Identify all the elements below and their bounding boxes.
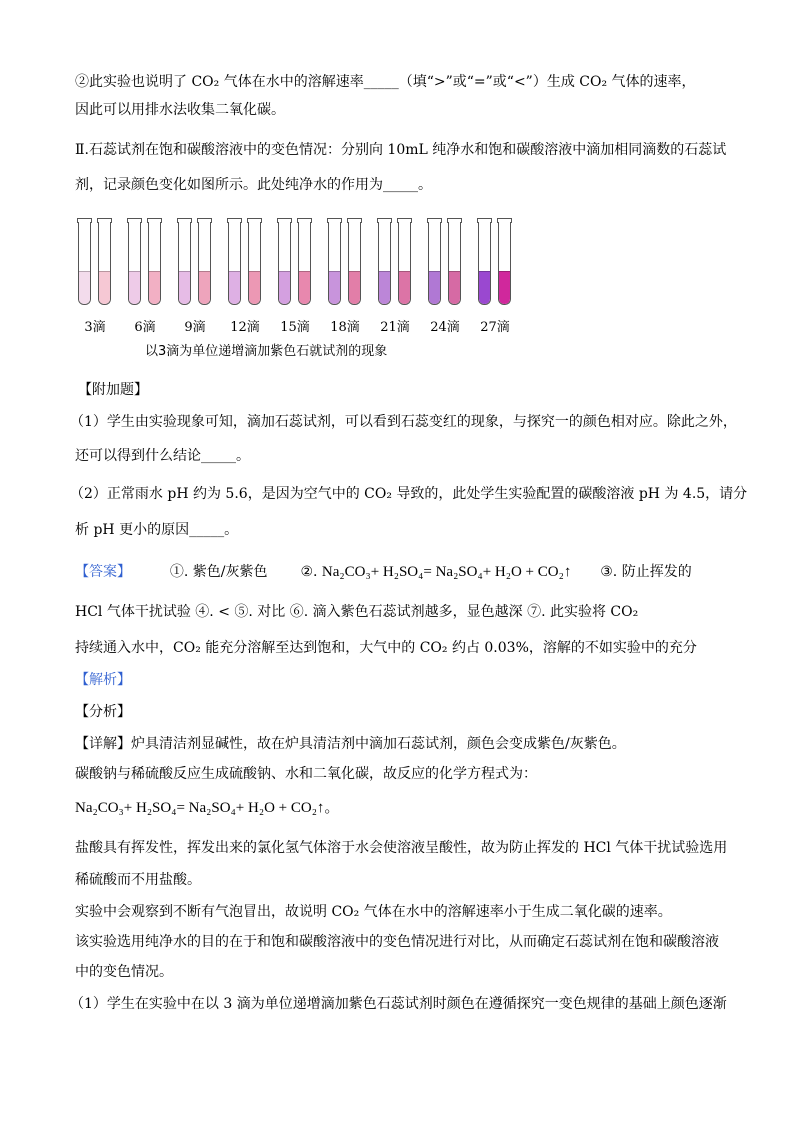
drop-label-3: 9滴 xyxy=(184,320,206,335)
drop-label-4: 12滴 xyxy=(230,320,260,335)
tube-liquid-acid xyxy=(349,271,360,304)
detail-text1: 炉具清洁剂显碱性，故在炉具清洁剂中滴加石蕊试剂，颜色会变成紫色/灰紫色。 xyxy=(131,736,626,752)
paragraph-litmus-line1: Ⅱ.石蕊试剂在饱和碳酸溶液中的变色情况：分别向 10mL 纯净水和饱和碳酸溶液中滴加相同滴数的石蕊试 xyxy=(75,142,727,158)
tube-liquid-acid xyxy=(299,271,310,304)
test-tube-water-4 xyxy=(228,222,241,305)
answer-3: ③. 防止挥发的 xyxy=(600,564,692,580)
tube-liquid-acid xyxy=(449,271,460,304)
tube-liquid-water xyxy=(429,271,440,304)
tube-liquid-water xyxy=(129,271,140,304)
test-tube-acid-6 xyxy=(348,222,361,305)
answer-tag: 【答案】 xyxy=(75,564,131,580)
tube-liquid-water xyxy=(479,271,490,304)
paragraph-co2-rate-line2: 因此可以用排水法收集二氧化碳。 xyxy=(75,102,285,118)
test-tube-acid-7 xyxy=(398,222,411,305)
tube-liquid-acid xyxy=(399,271,410,304)
detail-line6a: 该实验选用纯净水的目的在于和饱和碳酸溶液中的变色情况进行对比，从而确定石蕊试剂在饱和碳酸溶液 xyxy=(75,934,719,950)
figure-caption: 以3滴为单位递增滴加紫色石就试剂的现象 xyxy=(145,344,388,359)
detail-line5: 实验中会观察到不断有气泡冒出，故说明 CO₂ 气体在水中的溶解速率小于生成二氧化碳的速率。 xyxy=(75,904,672,920)
test-tube-water-8 xyxy=(428,222,441,305)
tube-liquid-acid xyxy=(199,271,210,304)
drop-label-1: 3滴 xyxy=(84,320,106,335)
detail-line6b: 中的变色情况。 xyxy=(75,964,173,980)
answer-2-equation: Na₂CO₃+ H₂SO₄= Na₂SO₄+ H₂O + CO₂↑ xyxy=(321,564,572,580)
answer-2-number: ②. xyxy=(300,564,318,580)
test-tube-acid-5 xyxy=(298,222,311,305)
drop-label-7: 21滴 xyxy=(380,320,410,335)
detail-line7: （1）学生在实验中在以 3 滴为单位递增滴加紫色石蕊试剂时颜色在遵循探究一变色规律的基础上颜色逐渐 xyxy=(70,996,727,1012)
test-tube-acid-1 xyxy=(98,222,111,305)
paragraph-litmus-line2: 剂，记录颜色变化如图所示。此处纯净水的作用为_____。 xyxy=(75,177,432,193)
test-tube-water-5 xyxy=(278,222,291,305)
detail-line1 xyxy=(75,734,725,754)
tube-liquid-water xyxy=(279,271,290,304)
tube-liquid-water xyxy=(79,271,90,304)
test-tube-acid-4 xyxy=(248,222,261,305)
detail-line4a: 盐酸具有挥发性，挥发出来的氯化氢气体溶于水会使溶液呈酸性，故为防止挥发的 HCl 气体干扰试验选用 xyxy=(75,840,728,856)
test-tube-acid-3 xyxy=(198,222,211,305)
paragraph-co2-rate-line1: ②此实验也说明了 CO₂ 气体在水中的溶解速率_____（填“>”或“=”或“<”）生成 CO₂ 气体的速率， xyxy=(75,74,696,90)
extra-q1-line2: 还可以得到什么结论_____。 xyxy=(75,448,250,464)
drop-label-5: 15滴 xyxy=(280,320,310,335)
tube-liquid-acid xyxy=(99,271,110,304)
tube-liquid-acid xyxy=(499,271,510,304)
test-tube-acid-9 xyxy=(498,222,511,305)
answer-line1 xyxy=(75,562,725,582)
test-tube-water-7 xyxy=(378,222,391,305)
tube-liquid-water xyxy=(329,271,340,304)
test-tube-water-3 xyxy=(178,222,191,305)
test-tube-water-6 xyxy=(328,222,341,305)
detail-equation: Na₂CO₃+ H₂SO₄= Na₂SO₄+ H₂O + CO₂↑。 xyxy=(75,800,340,816)
extra-question-title: 【附加题】 xyxy=(78,382,148,398)
test-tube-water-2 xyxy=(128,222,141,305)
test-tube-acid-8 xyxy=(448,222,461,305)
extra-q2-line1: （2）正常雨水 pH 约为 5.6，是因为空气中的 CO₂ 导致的，此处学生实验配置的碳酸溶液 pH 为 4.5，请分 xyxy=(70,486,748,502)
tube-liquid-acid xyxy=(249,271,260,304)
answer-1: ①. 紫色/灰紫色 xyxy=(169,564,268,580)
test-tube-water-1 xyxy=(78,222,91,305)
test-tube-acid-2 xyxy=(148,222,161,305)
extra-q1-line1: （1）学生由实验现象可知，滴加石蕊试剂，可以看到石蕊变红的现象，与探究一的颜色相对应。除此之外， xyxy=(70,414,737,430)
extra-q2-line2: 析 pH 更小的原因_____。 xyxy=(75,522,239,538)
tube-liquid-water xyxy=(179,271,190,304)
detail-line4b: 稀硫酸而不用盐酸。 xyxy=(75,872,201,888)
analysis-tag: 【解析】 xyxy=(75,672,131,688)
test-tube-figure xyxy=(78,218,538,318)
detail-line2: 碳酸钠与稀硫酸反应生成硫酸钠、水和二氧化碳，故反应的化学方程式为： xyxy=(75,766,537,782)
answer-line3: 持续通入水中，CO₂ 能充分溶解至达到饱和，大气中的 CO₂ 约占 0.03%，溶解的不如实验中的充分 xyxy=(75,640,697,656)
tube-liquid-water xyxy=(379,271,390,304)
detail-tag: 【详解】 xyxy=(75,736,131,752)
answer-line2: HCl 气体干扰试验 ④. < ⑤. 对比 ⑥. 滴入紫色石蕊试剂越多，显色越深 ⑦. 此实验将 CO₂ xyxy=(75,604,639,620)
tube-liquid-acid xyxy=(149,271,160,304)
drop-label-2: 6滴 xyxy=(134,320,156,335)
analysis-subheading: 【分析】 xyxy=(75,704,131,720)
drop-label-9: 27滴 xyxy=(480,320,510,335)
test-tube-water-9 xyxy=(478,222,491,305)
drop-label-8: 24滴 xyxy=(430,320,460,335)
drop-label-6: 18滴 xyxy=(330,320,360,335)
tube-liquid-water xyxy=(229,271,240,304)
